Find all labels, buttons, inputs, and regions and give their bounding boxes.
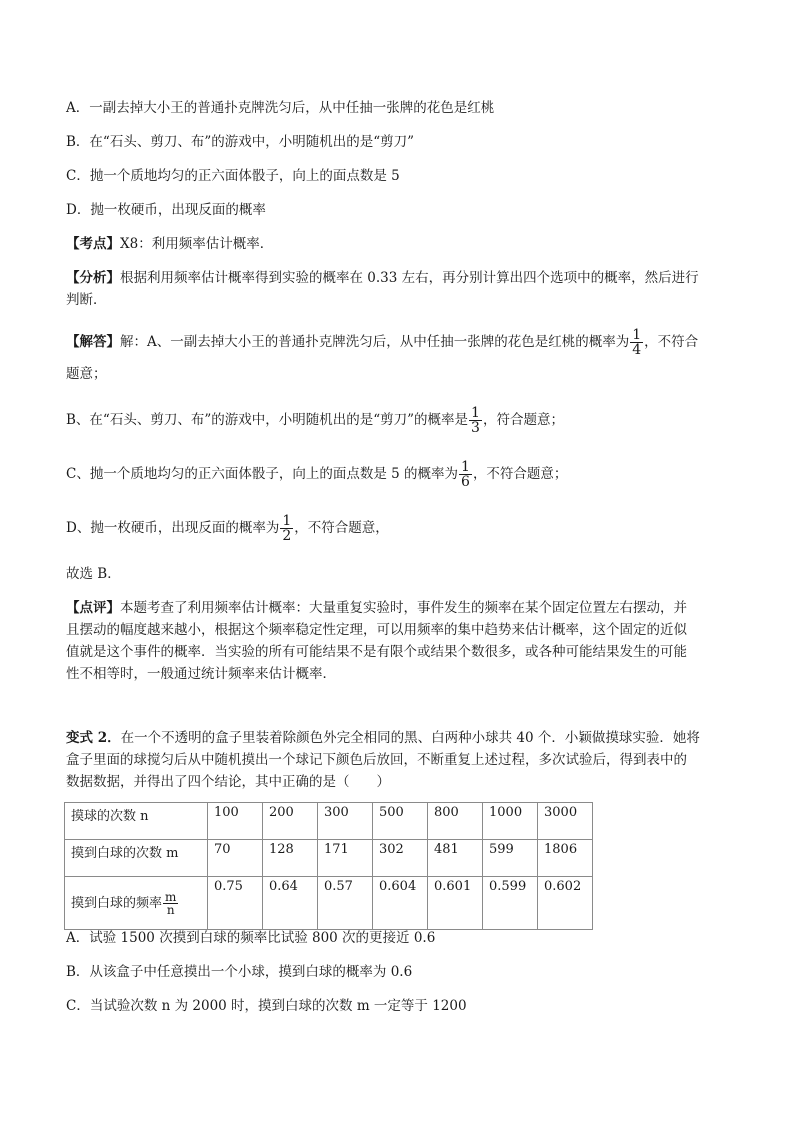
fraction-d-den: 2	[282, 528, 292, 544]
jieda-a-line-2: 题意；	[66, 366, 107, 382]
table-cell: 70	[208, 840, 263, 877]
bianshi-line-3: 数据数据，并得出了四个结论，其中正确的是（ ）	[66, 774, 390, 790]
table-cell: 1000	[483, 803, 538, 840]
jieda-b-text: B、在“石头、剪刀、布”的游戏中，小明随机出的是“剪刀”的概率是	[66, 412, 469, 428]
table-cell: 0.599	[483, 877, 538, 930]
table-cell: 500	[373, 803, 428, 840]
table-cell: 0.64	[263, 877, 318, 930]
jieda-a-tail: ，不符合	[644, 334, 699, 350]
jieda-a-text: 解：A、一副去掉大小王的普通扑克牌洗匀后，从中任抽一张牌的花色是红桃的概率为	[120, 334, 630, 350]
jieda-tag: 【解答】	[66, 334, 120, 350]
jieda-d-line	[66, 514, 736, 543]
jieda-b-tail: ，符合题意；	[482, 412, 564, 428]
dianping-tag: 【点评】	[66, 600, 120, 616]
fenxi-line-1	[66, 268, 736, 288]
fraction-a-den: 4	[632, 342, 642, 358]
fraction-a-num: 1	[632, 327, 642, 343]
table-cell: 1806	[538, 840, 593, 877]
option-d: D．抛一枚硬币，出现反面的概率	[66, 202, 266, 218]
fraction-a	[630, 328, 643, 357]
jieda-b-line	[66, 406, 736, 435]
option-a: A．一副去掉大小王的普通扑克牌洗匀后，从中任抽一张牌的花色是红桃	[66, 100, 495, 116]
bottom-option-a: A．试验 1500 次摸到白球的频率比试验 800 次的更接近 0.6	[66, 930, 436, 946]
table-cell: 171	[318, 840, 373, 877]
table-cell: 302	[373, 840, 428, 877]
table-header-m: 摸到白球的次数 m	[65, 840, 208, 877]
bianshi-text-1: 在一个不透明的盒子里装着除颜色外完全相同的黑、白两种小球共 40 个．小颖做摸球实验．她将	[120, 730, 700, 746]
table-row-n	[65, 803, 593, 840]
bianshi-line-2: 盒子里面的球搅匀后从中随机摸出一个球记下颜色后放回，不断重复上述过程，多次试验后，得到表中的	[66, 752, 687, 768]
dianping-line-1	[66, 598, 736, 618]
jieda-c-line	[66, 460, 736, 489]
dianping-text-1: 本题考查了利用频率估计概率：大量重复实验时，事件发生的频率在某个固定位置左右摆动，并	[120, 600, 687, 616]
fraction-b	[469, 406, 482, 435]
table-cell: 800	[428, 803, 483, 840]
dianping-line-4: 性不相等时，一般通过统计频率来估计概率．	[66, 666, 336, 682]
fraction-m-over-n	[163, 891, 178, 916]
bianshi-tag: 变式 2．	[66, 730, 121, 746]
data-table	[64, 802, 593, 930]
fraction-c	[459, 460, 472, 489]
table-cell: 0.75	[208, 877, 263, 930]
fenxi-tag: 【分析】	[66, 270, 120, 286]
table-cell: 481	[428, 840, 483, 877]
kaodian	[66, 234, 736, 254]
fenxi-text-1: 根据利用频率估计概率得到实验的概率在 0.33 左右，再分别计算出四个选项中的概率，然后进行	[120, 270, 699, 286]
dianping-line-3: 值就是这个事件的概率．当实验的所有可能结果不是有限个或结果个数很多，或各种可能结果发生的可能	[66, 644, 687, 660]
dianping-line-2: 且摆动的幅度越来越小，根据这个频率稳定性定理，可以用频率的集中趋势来估计概率，这个固定的近似	[66, 622, 687, 638]
jieda-d-tail: ，不符合题意，	[294, 520, 389, 536]
table-cell: 0.601	[428, 877, 483, 930]
table-header-frequency	[65, 877, 208, 930]
table-cell: 0.602	[538, 877, 593, 930]
jieda-d-text: D、抛一枚硬币，出现反面的概率为	[66, 520, 280, 536]
table-cell: 3000	[538, 803, 593, 840]
table-cell: 200	[263, 803, 318, 840]
fraction-b-num: 1	[471, 405, 480, 421]
fraction-d-num: 1	[282, 513, 292, 529]
option-c: C．抛一个质地均匀的正六面体骰子，向上的面点数是 5	[66, 168, 400, 184]
bianshi-line-1	[66, 728, 736, 748]
option-b: B．在“石头、剪刀、布”的游戏中，小明随机出的是“剪刀”	[66, 134, 415, 150]
jieda-c-tail: ，不符合题意；	[472, 466, 568, 482]
table-cell: 128	[263, 840, 318, 877]
jieda-conclusion: 故选 B．	[66, 566, 121, 582]
table-header-n: 摸球的次数 n	[65, 803, 208, 840]
table-cell: 599	[483, 840, 538, 877]
table-cell: 0.57	[318, 877, 373, 930]
table-cell: 100	[208, 803, 263, 840]
jieda-c-text: C、抛一个质地均匀的正六面体骰子，向上的面点数是 5 的概率为	[66, 466, 459, 482]
table-cell: 0.604	[373, 877, 428, 930]
table-row-frequency	[65, 877, 593, 930]
kaodian-tag: 【考点】	[66, 236, 120, 252]
jieda-a-line	[66, 328, 736, 357]
fenxi-line-2: 判断．	[66, 292, 107, 308]
kaodian-text: X8：利用频率估计概率．	[120, 236, 274, 252]
table-cell: 300	[318, 803, 373, 840]
fraction-c-num: 1	[461, 459, 470, 475]
fraction-n: n	[166, 902, 175, 917]
fraction-m: m	[165, 889, 177, 904]
bottom-option-c: C．当试验次数 n 为 2000 时，摸到白球的次数 m 一定等于 1200	[66, 998, 467, 1014]
fraction-c-den: 6	[461, 474, 470, 490]
table-row-m	[65, 840, 593, 877]
bottom-option-b: B．从该盒子中任意摸出一个小球，摸到白球的概率为 0.6	[66, 964, 413, 980]
fraction-d	[280, 514, 293, 543]
frequency-label: 摸到白球的频率	[71, 895, 163, 911]
fraction-b-den: 3	[471, 420, 480, 436]
